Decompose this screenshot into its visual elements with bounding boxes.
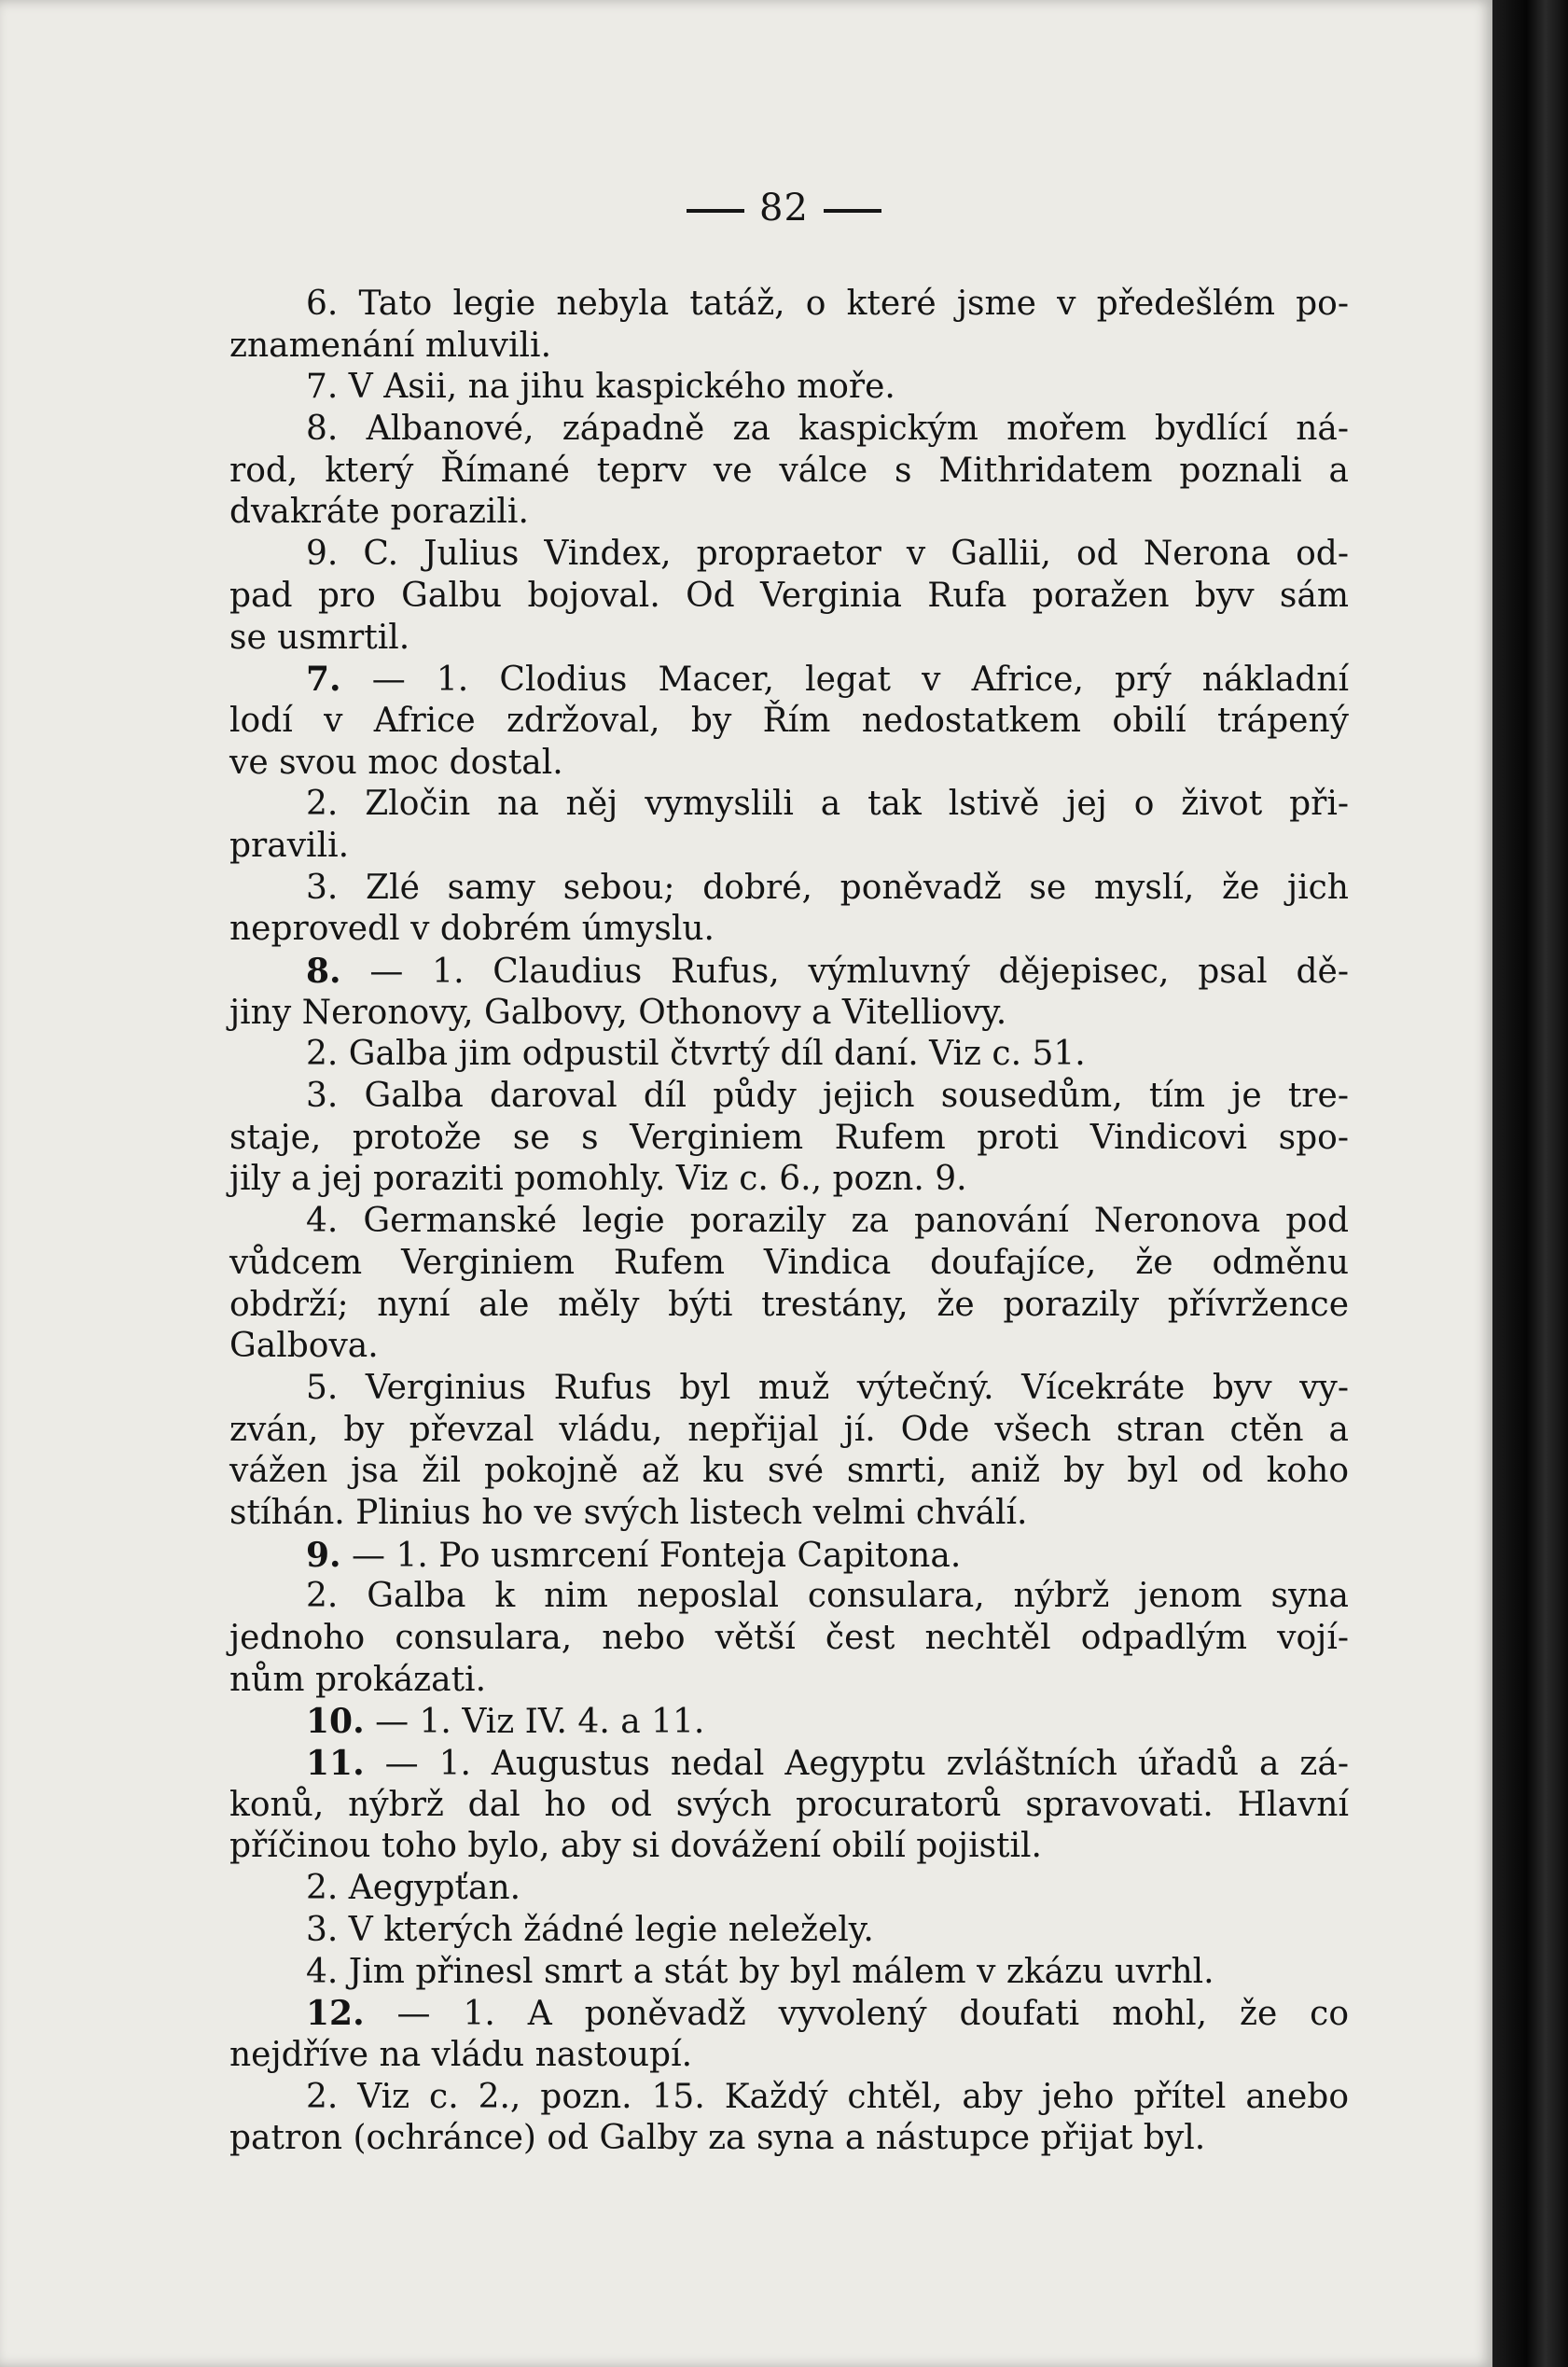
text-line: ve svou moc dostal. <box>229 743 563 782</box>
text-line: patron (ochránce) od Galby za syna a nástupce přijat byl. <box>229 2119 1206 2158</box>
text-line: stíhán. Plinius ho ve svých listech velmi chválí. <box>229 1493 1028 1532</box>
text-line: 9. — 1. Po usmrcení Fonteja Capitona. <box>306 1535 962 1575</box>
text-line: 3. V kterých žádné legie neležely. <box>306 1910 874 1949</box>
page-number <box>0 187 1568 230</box>
notes-text <box>229 284 1349 2160</box>
text-line: pad pro Galbu bojoval. Od Verginia Rufa poražen byv sám <box>229 576 1349 615</box>
text-line: 7. — 1. Clodius Macer, legat v Africe, prý nákladní <box>306 660 1349 700</box>
text-line: dvakráte porazili. <box>229 493 529 532</box>
page-number-dash-left <box>687 209 744 213</box>
text-line: 10. — 1. Viz IV. 4. a 11. <box>306 1702 705 1742</box>
text-line: pravili. <box>229 826 350 865</box>
text-line: obdrží; nyní ale měly býti trestány, že porazily přívržence <box>229 1285 1349 1324</box>
text-line: 12. — 1. A poněvadž vyvolený doufati mohl, že co <box>306 1994 1349 2034</box>
text-line: jednoho consulara, nebo větší čest nechtěl odpadlým vojí- <box>229 1619 1349 1657</box>
text-line: 8. Albanové, západně za kaspickým mořem bydlící ná- <box>306 410 1349 449</box>
text-line: 11. — 1. Augustus nedal Aegyptu zvláštních úřadů a zá- <box>306 1744 1349 1784</box>
page-number-dash-right <box>824 209 881 213</box>
text-line: 2. Aegypťan. <box>306 1869 521 1908</box>
text-line: nům prokázati. <box>229 1660 487 1699</box>
page-number-value: 82 <box>759 187 809 230</box>
book-spine <box>1492 0 1568 2367</box>
text-line: jily a jej poraziti pomohly. Viz c. 6., pozn. 9. <box>229 1160 967 1199</box>
text-line: zván, by převzal vládu, nepřijal jí. Ode všech stran ctěn a <box>229 1410 1349 1449</box>
text-line: 2. Galba jim odpustil čtvrtý díl daní. Viz c. 51. <box>306 1035 1086 1074</box>
text-line: lodí v Africe zdržoval, by Řím nedostatkem obilí trápený <box>229 701 1349 740</box>
text-line: Galbova. <box>229 1327 379 1366</box>
text-line: jiny Neronovy, Galbovy, Othonovy a Vitelliovy. <box>229 993 1007 1032</box>
text-line: 7. V Asii, na jihu kaspického moře. <box>306 368 895 407</box>
text-line: 4. Germanské legie porazily za panování Neronova pod <box>306 1202 1349 1241</box>
text-line: konů, nýbrž dal ho od svých procuratorů spravovati. Hlavní <box>229 1785 1349 1824</box>
text-line: rod, který Římané teprv ve válce s Mithridatem poznali a <box>229 451 1349 490</box>
text-line: nejdříve na vládu nastoupí. <box>229 2035 693 2074</box>
text-line: příčinou toho bylo, aby si dovážení obilí pojistil. <box>229 1827 1042 1866</box>
text-line: 3. Zlé samy sebou; dobré, poněvadž se myslí, že jich <box>306 868 1349 907</box>
text-line: 6. Tato legie nebyla tatáž, o které jsme v předešlém po- <box>306 285 1349 323</box>
text-line: vůdcem Verginiem Rufem Vindica doufajíce, že odměnu <box>229 1243 1349 1282</box>
text-line: se usmrtil. <box>229 618 410 657</box>
text-line: 5. Verginius Rufus byl muž výtečný. Vícekráte byv vy- <box>306 1368 1349 1407</box>
text-line: 8. — 1. Claudius Rufus, výmluvný dějepisec, psal dě- <box>306 952 1349 991</box>
text-line: neprovedl v dobrém úmyslu. <box>229 910 715 949</box>
text-line: 4. Jim přinesl smrt a stát by byl málem v zkázu uvrhl. <box>306 1952 1214 1991</box>
text-line: vážen jsa žil pokojně až ku své smrti, aniž by byl od koho <box>229 1452 1349 1491</box>
text-line: znamenání mluvili. <box>229 326 552 365</box>
text-line: 2. Zločin na něj vymyslili a tak lstivě jej o život při- <box>306 785 1349 824</box>
text-line: 2. Galba k nim neposlal consulara, nýbrž jenom syna <box>306 1577 1349 1616</box>
text-line: 3. Galba daroval díl půdy jejich sousedům, tím je tre- <box>306 1077 1349 1116</box>
text-line: staje, protože se s Verginiem Rufem proti Vindicovi spo- <box>229 1118 1349 1157</box>
text-line: 9. C. Julius Vindex, propraetor v Gallii, od Nerona od- <box>306 535 1349 574</box>
text-line: 2. Viz c. 2., pozn. 15. Každý chtěl, aby jeho přítel anebo <box>306 2077 1349 2116</box>
